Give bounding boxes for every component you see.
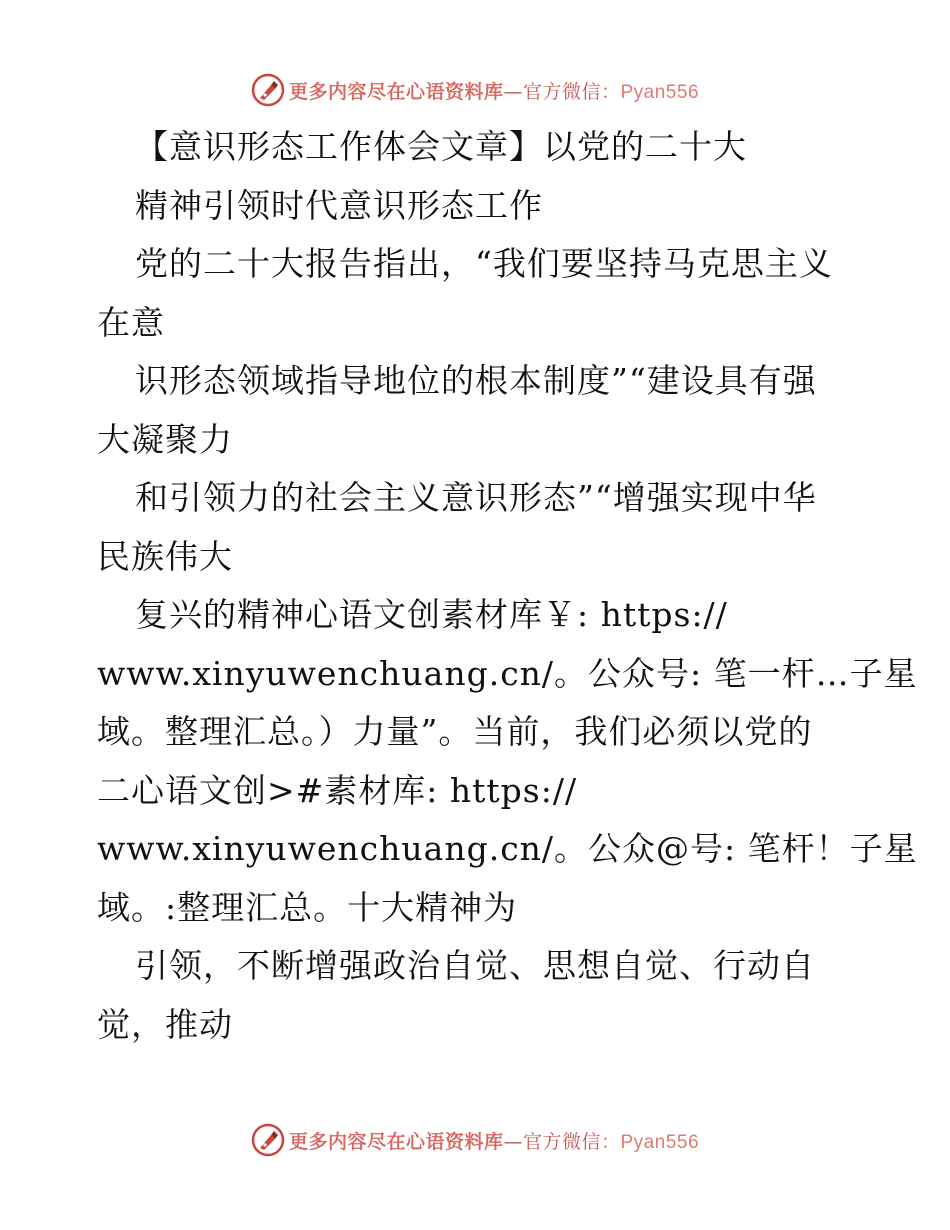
banner-wechat-label: 官方微信： bbox=[522, 80, 621, 103]
doc-paragraph-line: 复兴的精神心语文创素材库￥: https:// bbox=[135, 595, 728, 634]
banner-handle: Pyan556 bbox=[620, 81, 700, 103]
banner-main-text: 更多内容尽在心语资料库 bbox=[288, 1130, 504, 1153]
footer-banner bbox=[0, 1120, 950, 1160]
doc-paragraph-line: 在意 bbox=[97, 302, 165, 342]
doc-paragraph-line: 觉，推动 bbox=[97, 1004, 233, 1044]
doc-title-line-2: 精神引领时代意识形态工作 bbox=[135, 185, 543, 225]
doc-paragraph-line: 引领，不断增强政治自觉、思想自觉、行动自 bbox=[135, 946, 815, 985]
banner-main-text: 更多内容尽在心语资料库 bbox=[288, 80, 504, 103]
pen-nib-logo-icon bbox=[251, 1123, 285, 1157]
doc-paragraph-line: 大凝聚力 bbox=[97, 419, 233, 459]
doc-title-line-1: 【意识形态工作体会文章】以党的二十大 bbox=[135, 127, 747, 166]
doc-paragraph-line: 民族伟大 bbox=[97, 536, 233, 576]
document-body bbox=[97, 118, 918, 1054]
doc-paragraph-line: www.xinyuwenchuang.cn/。公众号: 笔一杆…子星 bbox=[97, 653, 918, 693]
doc-paragraph-line: 和引领力的社会主义意识形态”“增强实现中华 bbox=[135, 478, 817, 517]
banner-dash: — bbox=[503, 80, 523, 103]
doc-paragraph-line: 党的二十大报告指出，“我们要坚持马克思主义 bbox=[135, 244, 833, 283]
banner-wechat-label: 官方微信： bbox=[522, 1130, 621, 1153]
banner-handle: Pyan556 bbox=[620, 1131, 700, 1153]
doc-paragraph-line: 二心语文创>#素材库: https:// bbox=[97, 770, 578, 810]
doc-paragraph-line: www.xinyuwenchuang.cn/。公众@号: 笔杆！子星 bbox=[97, 829, 918, 868]
banner-text bbox=[289, 1127, 699, 1154]
banner-text bbox=[289, 77, 699, 104]
doc-paragraph-line: 识形态领域指导地位的根本制度”“建设具有强 bbox=[135, 361, 817, 400]
pen-nib-logo-icon bbox=[251, 73, 285, 107]
banner-dash: — bbox=[503, 1130, 523, 1153]
header-banner bbox=[0, 70, 950, 110]
doc-paragraph-line: 域。:整理汇总。十大精神为 bbox=[97, 887, 518, 927]
doc-paragraph-line: 域。整理汇总。）力量”。当前，我们必须以党的 bbox=[97, 712, 813, 751]
